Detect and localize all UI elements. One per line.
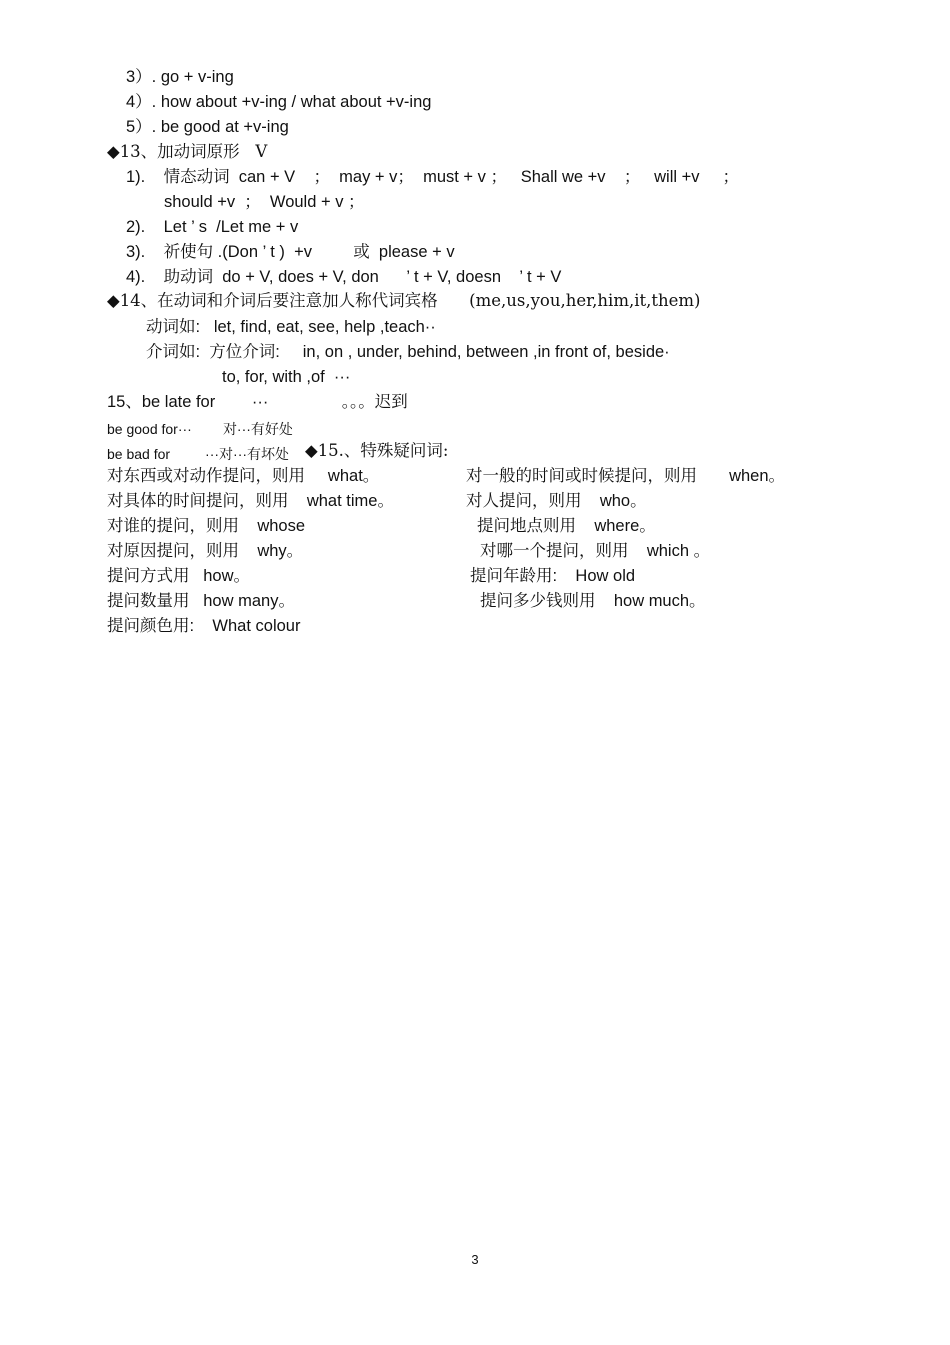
question-how: 提问方式用 how。 bbox=[107, 567, 251, 585]
question-when: 对一般的时间或时候提问，则用 when。 bbox=[466, 467, 786, 485]
list-item-3: 3）. go + v-ing bbox=[126, 68, 234, 86]
section-14-heading: ◆14、在动词和介词后要注意加人称代词宾格 (me,us,you,her,him,it,them) bbox=[107, 291, 701, 310]
rule-auxiliary: 4). 助动词 do + V, does + V, don ’ t + V, doesn ’ t + V bbox=[126, 268, 562, 286]
rule-let: 2). Let ’ s /Let me + v bbox=[126, 218, 299, 236]
section-15-heading: ◆15.、特殊疑问词: bbox=[305, 441, 449, 460]
question-which: 对哪一个提问，则用 which 。 bbox=[480, 542, 711, 560]
question-whose: 对谁的提问，则用 whose bbox=[107, 517, 306, 535]
phrase-be-bad-for: be bad for ···对···有坏处 bbox=[107, 446, 290, 462]
rule-modal-verbs: 1). 情态动词 can + V ； may + v； must + v ； Shall we +v ； will +v ； bbox=[126, 168, 739, 186]
question-how-much: 提问多少钱则用 how much。 bbox=[480, 592, 706, 610]
list-item-5: 5）. be good at +v-ing bbox=[126, 118, 289, 136]
question-what-colour: 提问颜色用: What colour bbox=[107, 617, 301, 635]
question-what: 对东西或对动作提问，则用 what。 bbox=[107, 467, 380, 485]
list-item-4: 4）. how about +v-ing / what about +v-ing bbox=[126, 93, 432, 111]
prepositions-examples-cont: to, for, with ,of ··· bbox=[222, 368, 351, 386]
page-number: 3 bbox=[471, 1252, 479, 1267]
question-why: 对原因提问，则用 why。 bbox=[107, 542, 304, 560]
question-how-old: 提问年龄用: How old bbox=[470, 567, 636, 585]
rule-imperative: 3). 祈使句 .(Don ’ t ) +v 或 please + v bbox=[126, 243, 455, 261]
phrase-be-late-for: 15、be late for ··· 。。。迟到 bbox=[107, 393, 408, 411]
question-where: 提问地点则用 where。 bbox=[477, 517, 656, 535]
question-how-many: 提问数量用 how many。 bbox=[107, 592, 295, 610]
verbs-examples: 动词如: let, find, eat, see, help ,teach·· bbox=[146, 318, 436, 336]
phrase-be-good-for: be good for··· 对···有好处 bbox=[107, 421, 293, 437]
prepositions-examples: 介词如: 方位介词: in, on , under, behind, between ,in front of, beside· bbox=[146, 343, 670, 361]
question-what-time: 对具体的时间提问，则用 what time。 bbox=[107, 492, 394, 510]
rule-modal-verbs-cont: should +v ； Would + v ； bbox=[164, 193, 365, 211]
question-who: 对人提问，则用 who。 bbox=[466, 492, 647, 510]
section-13-heading: ◆13、加动词原形 V bbox=[107, 142, 268, 161]
